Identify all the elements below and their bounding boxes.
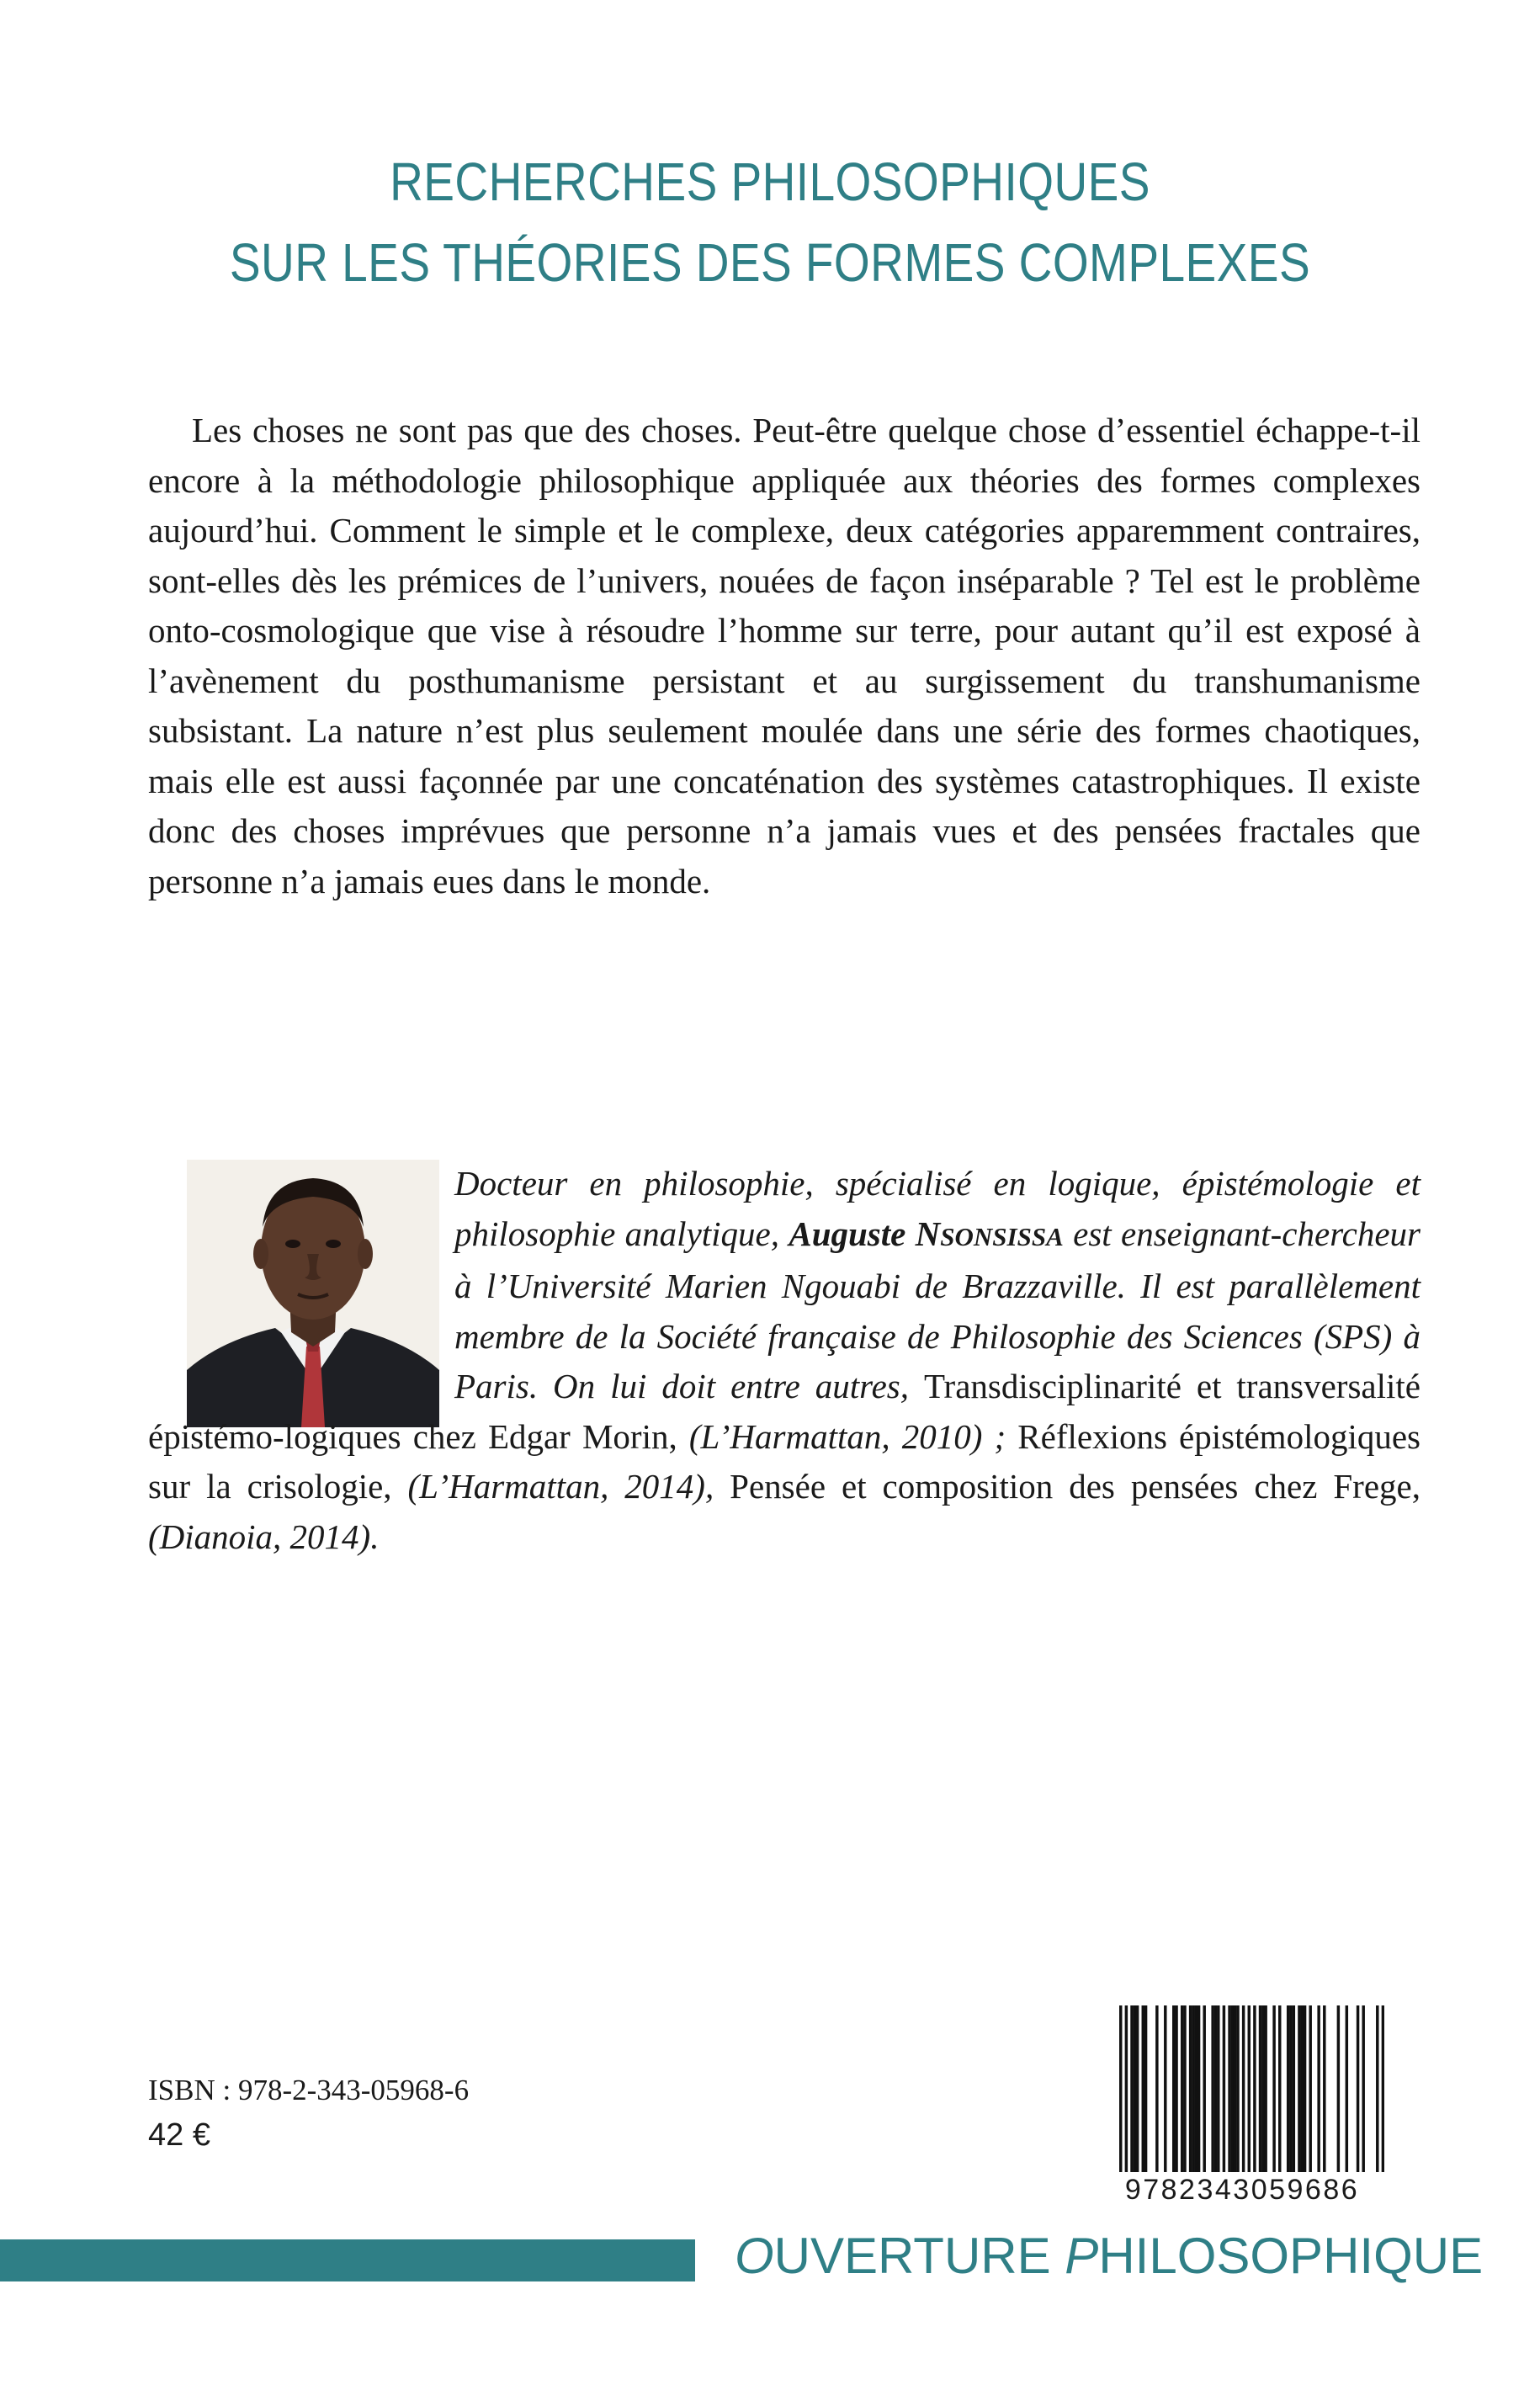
barcode-bar: [1228, 2005, 1230, 2172]
barcode-bar: [1293, 2005, 1295, 2172]
isbn: ISBN : 978-2-343-05968-6: [148, 2074, 470, 2106]
barcode-bar: [1289, 2005, 1292, 2172]
barcode-bar: [1253, 2005, 1256, 2172]
barcode-bar: [1236, 2005, 1239, 2172]
barcode-bar: [1376, 2005, 1378, 2172]
barcode-bar: [1144, 2005, 1147, 2172]
bio-middle: est enseignant-chercheur à l’Université Marien Ngouabi de Brazzaville. Il est parallèlement membre de la Société française de Philosophie des Sciences (SPS) à Paris. On lui doit entre autres,: [454, 1214, 1421, 1405]
barcode-bar: [1175, 2005, 1177, 2172]
series-name-o: O: [735, 2228, 774, 2284]
barcode-bar: [1248, 2005, 1251, 2172]
book-title-line-2: SUR LES THÉORIES DES FORMES COMPLEXES: [229, 232, 1311, 293]
author-name-rest: SONSISSA: [940, 1221, 1064, 1251]
book-3-publisher: (Dianoia, 2014).: [148, 1517, 380, 1556]
book-2-publisher: (L’Harmattan, 2014),: [391, 1467, 730, 1506]
barcode-bar: [1301, 2005, 1304, 2172]
barcode-bar: [1242, 2005, 1245, 2172]
barcode-bar: [1136, 2005, 1139, 2172]
barcode-bar: [1195, 2005, 1197, 2172]
bio-intro: Docteur en philosophie, spécialisé en logique, épistémologie et philosophie analytique,: [454, 1164, 1421, 1253]
barcode-bar: [1298, 2005, 1300, 2172]
barcode-bar: [1119, 2005, 1122, 2172]
barcode-bar: [1155, 2005, 1158, 2172]
barcode-bar: [1362, 2005, 1364, 2172]
barcode-bar: [1234, 2005, 1236, 2172]
book-title: [108, 141, 1432, 303]
author-biography: [148, 1159, 1421, 1562]
series-color-bar: [0, 2239, 695, 2281]
barcode-bar: [1192, 2005, 1194, 2172]
barcode-bar: [1261, 2005, 1264, 2172]
series-name: [735, 2227, 1483, 2286]
author-name: [789, 1214, 1063, 1253]
barcode-bar: [1164, 2005, 1166, 2172]
barcode-bar: [1181, 2005, 1183, 2172]
book-3-title: Pensée et composition des pensées chez Frege,: [730, 1467, 1421, 1506]
barcode-digits: 9782343059686: [1124, 2174, 1360, 2206]
barcode-bar: [1346, 2005, 1348, 2172]
barcode-bar: [1125, 2005, 1128, 2172]
book-1-publisher: (L’Harmattan, 2010) ;: [677, 1416, 1018, 1456]
barcode-bar: [1278, 2005, 1281, 2172]
barcode-bar: [1309, 2005, 1311, 2172]
barcode-bar: [1211, 2005, 1213, 2172]
barcode: [1119, 2005, 1384, 2172]
barcode-bar: [1317, 2005, 1320, 2172]
barcode-bar: [1382, 2005, 1384, 2172]
barcode-bar: [1130, 2005, 1133, 2172]
barcode-bar: [1264, 2005, 1267, 2172]
barcode-bar: [1231, 2005, 1234, 2172]
barcode-bar: [1272, 2005, 1275, 2172]
author-name-first: Auguste N: [789, 1214, 941, 1253]
barcode-bar: [1183, 2005, 1186, 2172]
series-name-p: P: [1065, 2228, 1099, 2284]
barcode-bar: [1142, 2005, 1144, 2172]
book-2-title: Réflexions épistémologiques sur la crisologie,: [148, 1416, 1421, 1506]
book-1-title: Transdisciplinarité et transversalité épistémo-logiques chez Edgar Morin,: [148, 1367, 1421, 1456]
barcode-bar: [1134, 2005, 1136, 2172]
barcode-bar: [1287, 2005, 1289, 2172]
barcode-bar: [1223, 2005, 1225, 2172]
barcode-bar: [1304, 2005, 1306, 2172]
book-summary: Les choses ne sont pas que des choses. Peut-être quelque chose d’essentiel échappe-t-il encore à la méthodologie philosophique appliquée aux théories des formes complexes aujourd’hui. Comment le simple et le complexe, deux catégories apparemment contraires, sont-elles dès les prémices de l’univers, nouées de façon inséparable ? Tel est le problème onto-cosmologique que vise à résoudre l’homme sur terre, pour autant qu’il est exposé à l’avènement du posthumanisme persistant et au surgissement du transhumanisme subsistant. La nature n’est plus seulement moulée dans une série des formes chaotiques, mais elle est aussi façonnée par une concaténation des systèmes catastrophiques. Il existe donc des choses imprévues que personne n’a jamais vues et des pensées fractales que personne n’a jamais eues dans le monde.: [148, 411, 1421, 900]
barcode-bar: [1259, 2005, 1261, 2172]
barcode-bar: [1197, 2005, 1200, 2172]
barcode-bar: [1189, 2005, 1192, 2172]
photo-spacer: [148, 1159, 454, 1410]
series-name-hilosophique: HILOSOPHIQUE: [1098, 2228, 1484, 2284]
series-name-uverture: UVERTURE: [773, 2228, 1065, 2284]
barcode-bar: [1217, 2005, 1219, 2172]
price: 42 €: [148, 2117, 210, 2153]
barcode-bar: [1214, 2005, 1217, 2172]
barcode-bar: [1357, 2005, 1359, 2172]
barcode-bar: [1323, 2005, 1325, 2172]
book-title-line-1: RECHERCHES PHILOSOPHIQUES: [390, 151, 1150, 212]
barcode-bar: [1203, 2005, 1205, 2172]
barcode-bar: [1337, 2005, 1340, 2172]
barcode-bar: [1172, 2005, 1175, 2172]
